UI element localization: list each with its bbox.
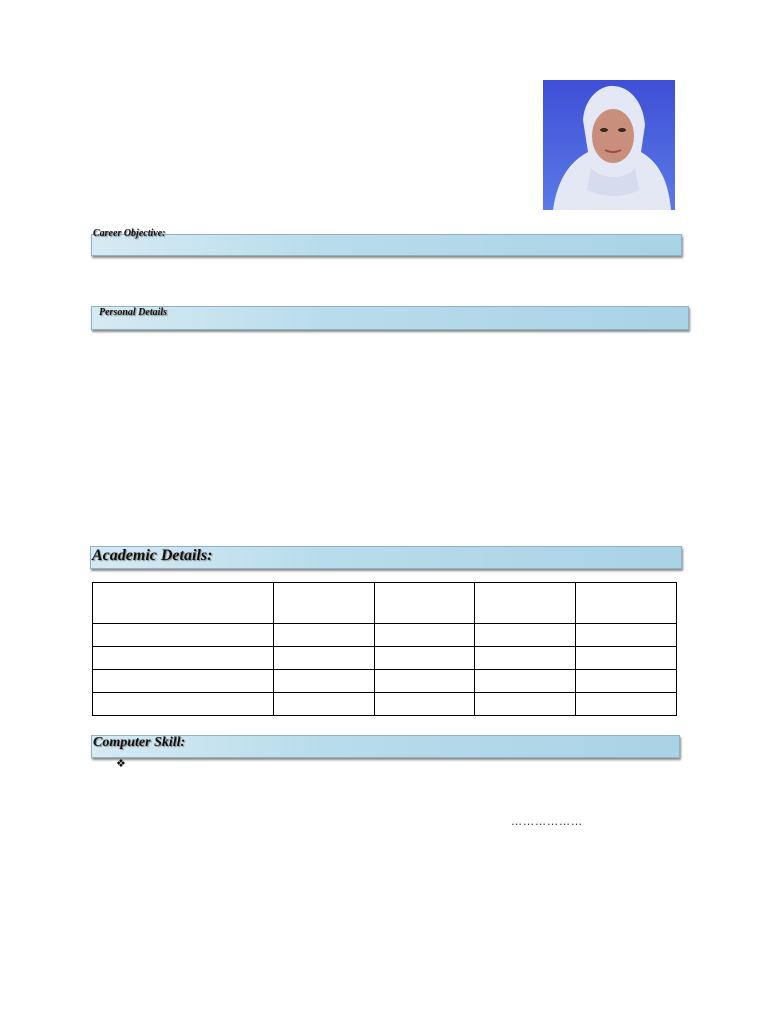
table-row <box>93 670 677 693</box>
table-cell <box>374 647 475 670</box>
table-cell <box>475 583 576 624</box>
career-objective-bar <box>91 234 682 256</box>
table-cell <box>576 583 677 624</box>
table-cell <box>273 647 374 670</box>
table-cell <box>93 670 274 693</box>
table-row <box>93 693 677 716</box>
table-cell <box>576 624 677 647</box>
table-row <box>93 624 677 647</box>
career-objective-heading: Career Objective: <box>93 228 166 239</box>
table-cell <box>475 624 576 647</box>
table-cell <box>374 693 475 716</box>
profile-photo <box>543 80 675 210</box>
table-row <box>93 647 677 670</box>
table-cell <box>576 647 677 670</box>
personal-details-bar <box>91 306 689 330</box>
academic-table <box>92 582 677 716</box>
computer-skill-heading: Computer Skill: <box>93 735 186 750</box>
table-cell <box>576 693 677 716</box>
table-cell <box>374 670 475 693</box>
academic-details-heading: Academic Details: <box>92 547 213 564</box>
table-cell <box>93 624 274 647</box>
personal-details-heading: Personal Details <box>99 307 168 318</box>
table-cell <box>374 583 475 624</box>
table-cell <box>273 624 374 647</box>
table-header-row <box>93 583 677 624</box>
table-cell <box>273 583 374 624</box>
signature-line: ……………… <box>511 815 583 828</box>
table-cell <box>93 693 274 716</box>
table-cell <box>475 693 576 716</box>
table-cell <box>374 624 475 647</box>
table-cell <box>475 647 576 670</box>
table-cell <box>273 693 374 716</box>
bullet-icon: ❖ <box>116 757 126 770</box>
table-cell <box>93 647 274 670</box>
table-cell <box>576 670 677 693</box>
table-cell <box>273 670 374 693</box>
table-cell <box>475 670 576 693</box>
table-cell <box>93 583 274 624</box>
